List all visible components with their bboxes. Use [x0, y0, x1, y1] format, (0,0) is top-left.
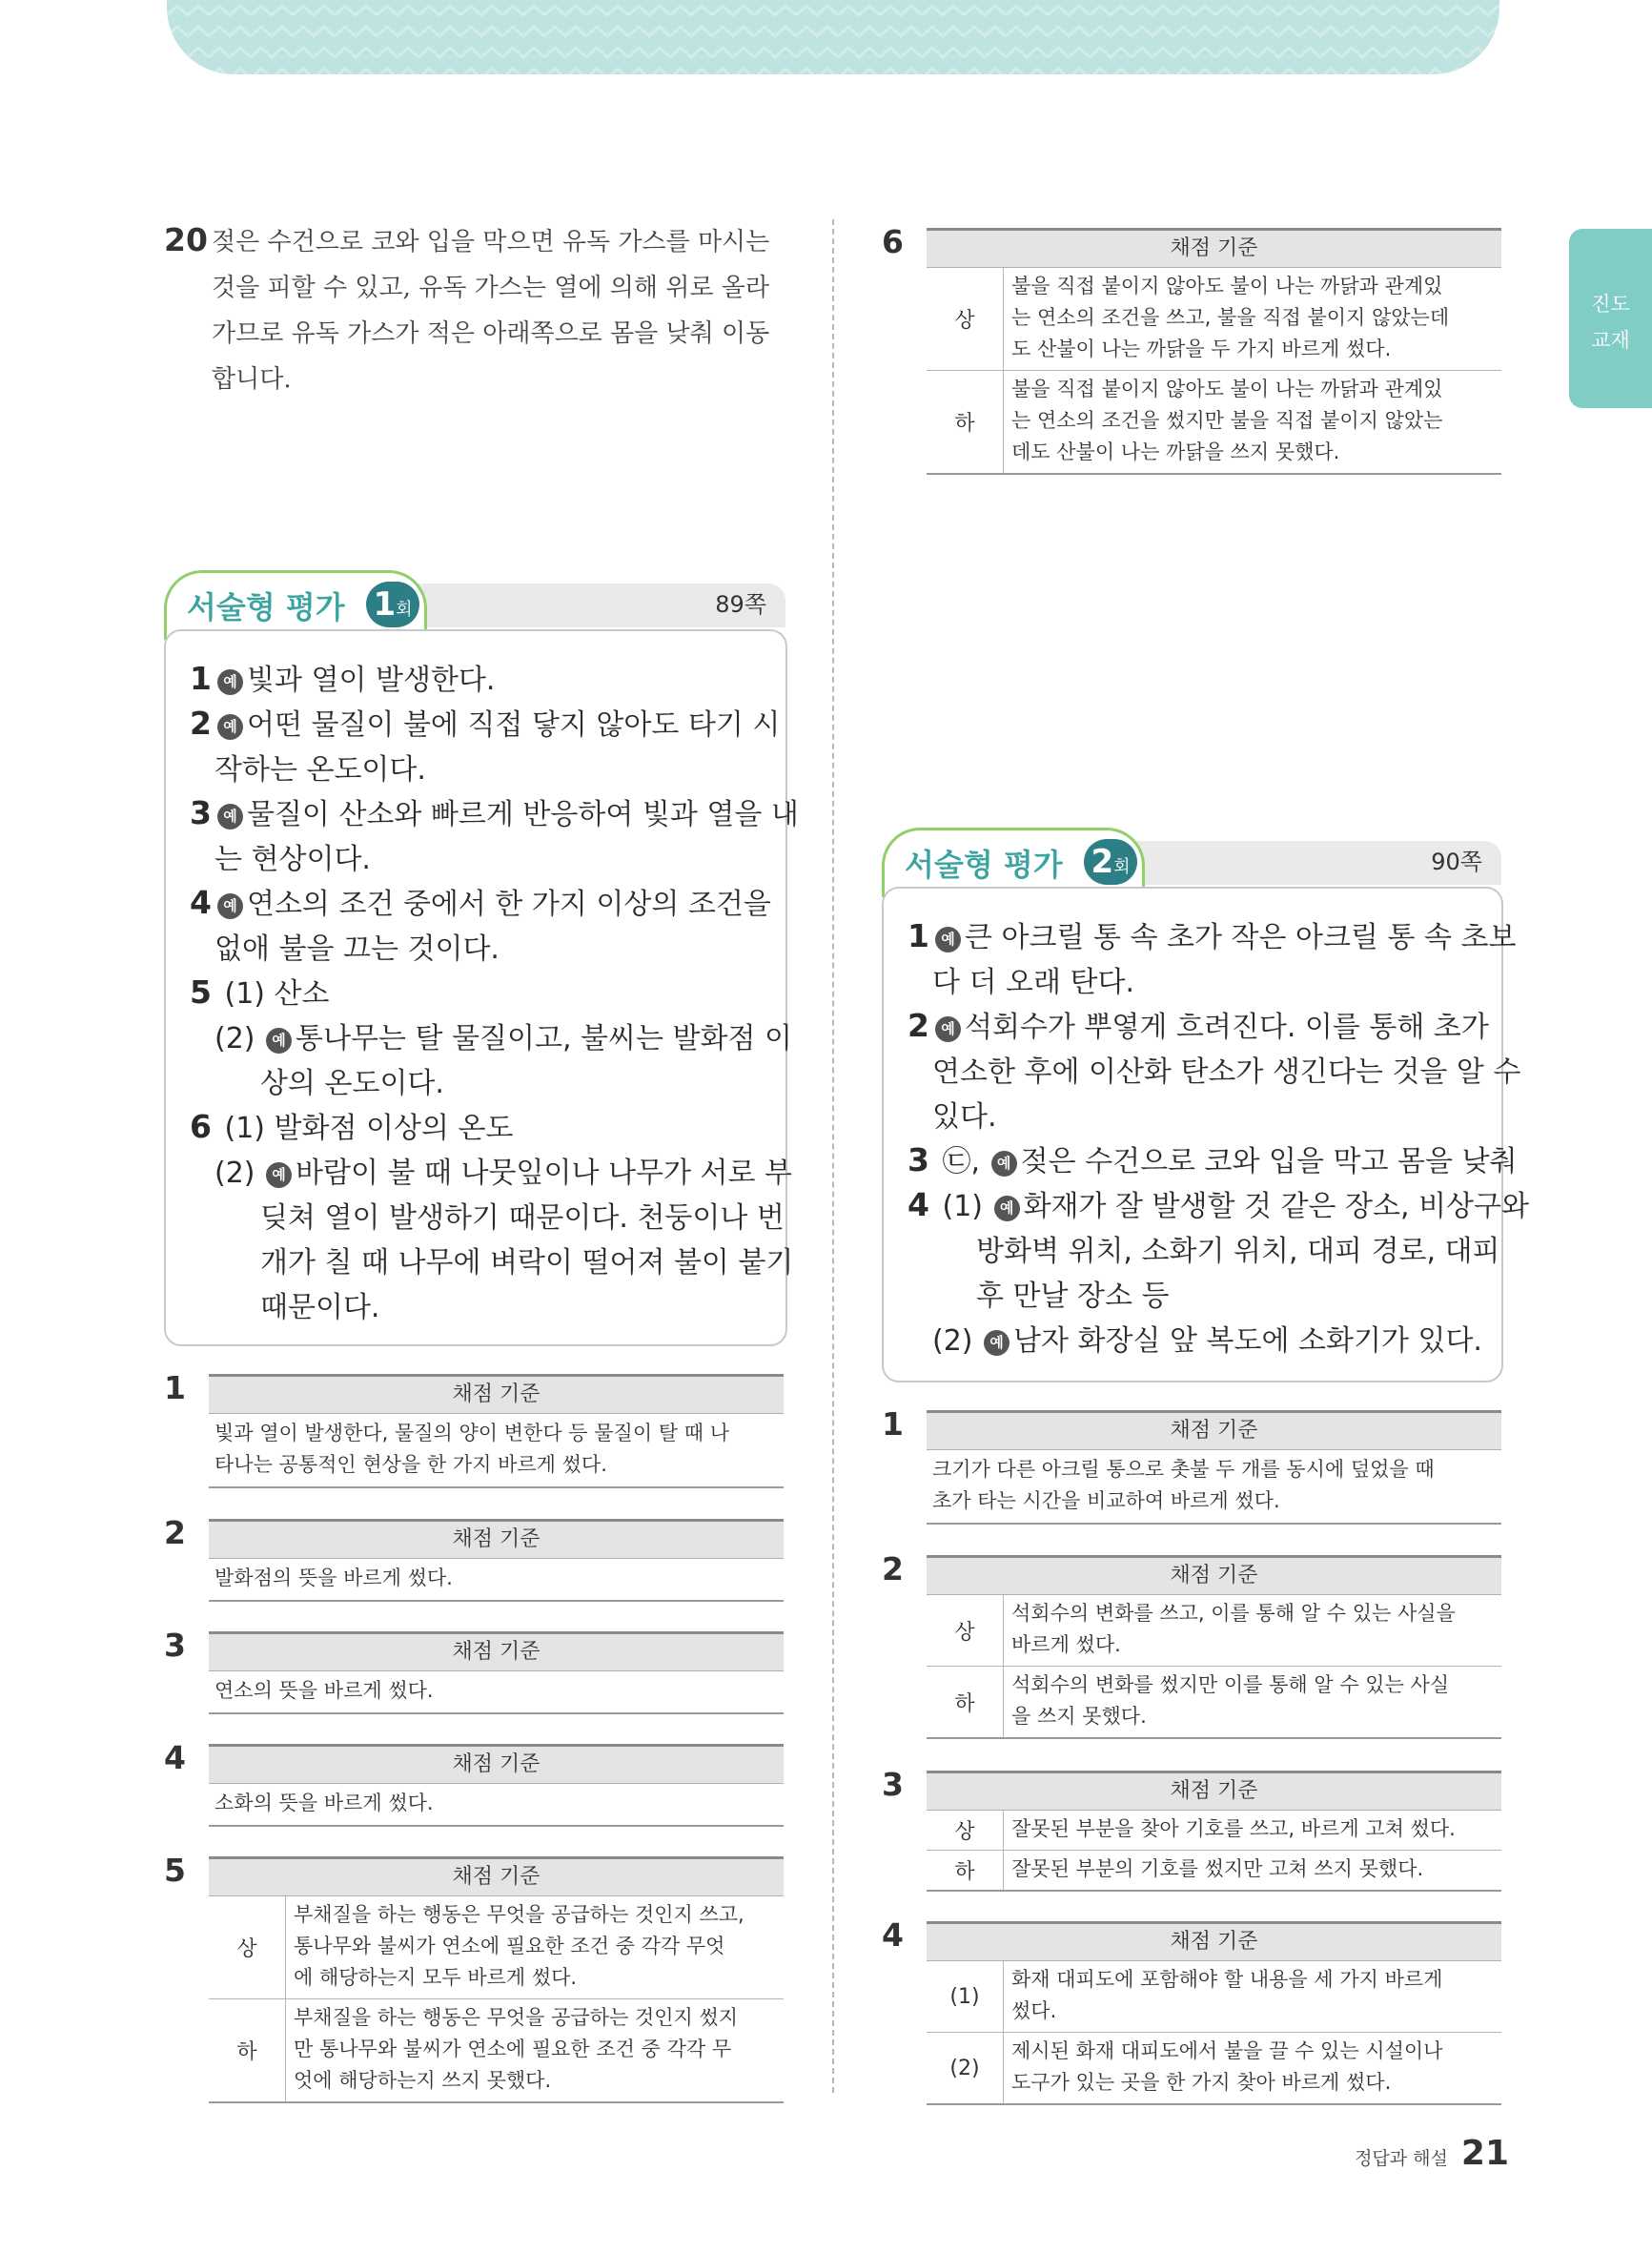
- criteria-row-high: 상 불을 직접 붙이지 않아도 불이 나는 까닭과 관계있 는 연소의 조건을 쓰고, 불을 직접 붙이지 않았는데 도 산불이 나는 까닭을 두 가지 바르게 썼다.: [927, 268, 1501, 371]
- criteria-row-low: 하 부채질을 하는 행동은 무엇을 공급하는 것인지 썼지 만 통나무와 불씨가 연소에 필요한 조건 중 각각 무 엇에 해당하는지 쓰지 못했다.: [209, 1999, 784, 2103]
- criteria-table-r3: [927, 1771, 1501, 1892]
- eval1-title: 서술형 평가: [187, 589, 345, 625]
- criteria-6-number: 6: [882, 223, 904, 260]
- q20-line: 합니다.: [212, 365, 292, 394]
- criteria-row-low: 하 석회수의 변화를 썼지만 이를 통해 알 수 있는 사실 을 쓰지 못했다.: [927, 1667, 1501, 1739]
- criteria-r2-number: 2: [882, 1550, 904, 1587]
- eval2-answer-4-cont: 방화벽 위치, 소화기 위치, 대피 경로, 대피: [976, 1235, 1500, 1268]
- criteria-body: 크기가 다른 아크릴 통으로 촛불 두 개를 동시에 덮었을 때 초가 타는 시간을 비교하여 바르게 썼다.: [927, 1450, 1501, 1525]
- eval2-title: 서술형 평가: [905, 847, 1063, 883]
- criteria-table-r2: [927, 1555, 1501, 1739]
- example-mark-icon: 예: [991, 1151, 1017, 1177]
- eval1-answer-5-2-cont: 상의 온도이다.: [260, 1067, 444, 1100]
- eval2-answer-4-2: (2) 예 남자 화장실 앞 복도에 소화기가 있다.: [932, 1324, 1482, 1358]
- level-label: 상: [927, 1811, 1004, 1850]
- zigzag-pattern: [167, 0, 1499, 74]
- q20-line: 것을 피할 수 있고, 유독 가스는 열에 의해 위로 올라: [212, 274, 769, 302]
- eval2-answer-2: 2 예 석회수가 뿌옇게 흐려진다. 이를 통해 초가: [908, 1007, 1489, 1044]
- example-mark-icon: 예: [217, 669, 243, 695]
- eval1-answer-6-2: (2) 예 바람이 불 때 나뭇잎이나 나무가 서로 부: [214, 1157, 792, 1190]
- eval2-answer-4-cont: 후 만날 장소 등: [976, 1280, 1170, 1313]
- criteria-5-number: 5: [164, 1852, 186, 1889]
- example-mark-icon: 예: [266, 1162, 292, 1188]
- eval1-answer-3: 3 예 물질이 산소와 빠르게 반응하여 빛과 열을 내: [190, 794, 799, 831]
- eval1-answer-2-cont: 작하는 온도이다.: [214, 753, 426, 787]
- eval2-page-ref: 90쪽: [1431, 849, 1482, 875]
- criteria-r1-number: 1: [882, 1405, 904, 1443]
- criteria-1-number: 1: [164, 1369, 186, 1406]
- criteria-3-number: 3: [164, 1627, 186, 1664]
- criteria-2-number: 2: [164, 1514, 186, 1551]
- criteria-row-part-1: (1) 화재 대피도에 포함해야 할 내용을 세 가지 바르게 썼다.: [927, 1961, 1501, 2033]
- eval1-page-ref: 89쪽: [715, 591, 766, 618]
- level-label: 상: [209, 1896, 286, 1998]
- level-label: 상: [927, 1595, 1004, 1666]
- page-footer: [1355, 2134, 1509, 2173]
- criteria-r3-number: 3: [882, 1766, 904, 1803]
- criteria-row-low: 하 불을 직접 붙이지 않아도 불이 나는 까닭과 관계있 는 연소의 조건을 썼지만 불을 직접 붙이지 않았는 데도 산불이 나는 까닭을 쓰지 못했다.: [927, 371, 1501, 475]
- eval1-answer-6-2-cont: 때문이다.: [260, 1291, 380, 1324]
- eval1-answer-4-cont: 없애 불을 끄는 것이다.: [214, 932, 500, 966]
- criteria-header: 채점 기준: [927, 1410, 1501, 1450]
- eval1-answer-3-cont: 는 현상이다.: [214, 843, 371, 876]
- part-label: (1): [927, 1961, 1004, 2032]
- eval1-round-badge: 1회: [366, 582, 419, 627]
- eval1-answer-5-2: (2) 예 통나무는 탈 물질이고, 불씨는 발화점 이: [214, 1022, 792, 1055]
- criteria-header: 채점 기준: [927, 228, 1501, 268]
- level-label: 상: [927, 268, 1004, 370]
- criteria-table-1: [209, 1374, 784, 1488]
- criteria-header: 채점 기준: [927, 1555, 1501, 1595]
- criteria-table-5: [209, 1856, 784, 2103]
- side-tab-line-1: 진도: [1591, 293, 1630, 316]
- question-20-text: [212, 219, 784, 402]
- level-label: 하: [927, 1667, 1004, 1737]
- criteria-table-r4: [927, 1921, 1501, 2105]
- criteria-row-high: 상 부채질을 하는 행동은 무엇을 공급하는 것인지 쓰고, 통나무와 불씨가 연소에 필요한 조건 중 각각 무엇 에 해당하는지 모두 바르게 썼다.: [209, 1896, 784, 1999]
- side-tab-line-2: 교재: [1591, 329, 1630, 352]
- criteria-body: 연소의 뜻을 바르게 썼다.: [209, 1671, 784, 1714]
- top-decorative-band: [167, 0, 1499, 74]
- example-mark-icon: 예: [935, 927, 961, 952]
- criteria-body: 소화의 뜻을 바르게 썼다.: [209, 1784, 784, 1827]
- criteria-header: 채점 기준: [927, 1921, 1501, 1961]
- column-divider: [832, 219, 834, 2093]
- criteria-table-3: [209, 1631, 784, 1714]
- criteria-table-2: [209, 1519, 784, 1602]
- criteria-header: 채점 기준: [927, 1771, 1501, 1811]
- eval1-answer-6: 6 (1) 발화점 이상의 온도: [190, 1108, 514, 1145]
- eval2-round-badge: 2회: [1084, 839, 1137, 885]
- example-mark-icon: 예: [984, 1330, 1010, 1356]
- criteria-table-4: [209, 1744, 784, 1827]
- criteria-4-number: 4: [164, 1739, 186, 1776]
- criteria-row-high: 상 석회수의 변화를 쓰고, 이를 통해 알 수 있는 사실을 바르게 썼다.: [927, 1595, 1501, 1667]
- criteria-header: 채점 기준: [209, 1744, 784, 1784]
- example-mark-icon: 예: [266, 1028, 292, 1054]
- criteria-r4-number: 4: [882, 1916, 904, 1954]
- eval2-header: [882, 833, 1501, 887]
- level-label: 하: [209, 1999, 286, 2101]
- eval2-answer-3: 3 ㉢, 예 젖은 수건으로 코와 입을 막고 몸을 낮춰: [908, 1141, 1518, 1178]
- criteria-body: 빛과 열이 발생한다, 물질의 양이 변한다 등 물질이 탈 때 나 타나는 공통적인 현상을 한 가지 바르게 썼다.: [209, 1414, 784, 1488]
- example-mark-icon: 예: [994, 1196, 1020, 1221]
- criteria-body: 발화점의 뜻을 바르게 썼다.: [209, 1559, 784, 1602]
- level-label: 하: [927, 371, 1004, 473]
- criteria-row-high: 상 잘못된 부분을 찾아 기호를 쓰고, 바르게 고쳐 썼다.: [927, 1811, 1501, 1851]
- level-label: 하: [927, 1851, 1004, 1890]
- eval2-answer-1: 1 예 큰 아크릴 통 속 초가 작은 아크릴 통 속 초보: [908, 917, 1517, 954]
- example-mark-icon: 예: [935, 1016, 961, 1042]
- example-mark-icon: 예: [217, 714, 243, 740]
- eval1-answer-6-2-cont: 개가 칠 때 나무에 벼락이 떨어져 불이 붙기: [260, 1246, 794, 1280]
- eval2-answer-4: 4 (1) 예 화재가 잘 발생할 것 같은 장소, 비상구와: [908, 1186, 1529, 1223]
- eval2-answer-box: [882, 887, 1529, 1383]
- example-mark-icon: 예: [217, 893, 243, 919]
- eval1-answer-6-2-cont: 딪쳐 열이 발생하기 때문이다. 천둥이나 번: [260, 1201, 785, 1235]
- question-20-number: 20: [164, 221, 208, 258]
- criteria-row-part-2: (2) 제시된 화재 대피도에서 불을 끌 수 있는 시설이나 도구가 있는 곳을 한 가지 찾아 바르게 썼다.: [927, 2033, 1501, 2105]
- part-label: (2): [927, 2033, 1004, 2103]
- eval1-answer-1: 1 예 빛과 열이 발생한다.: [190, 660, 496, 697]
- page-number: 21: [1460, 2134, 1509, 2173]
- q20-line: 가므로 유독 가스가 적은 아래쪽으로 몸을 낮춰 이동: [212, 319, 770, 348]
- criteria-row-low: 하 잘못된 부분의 기호를 썼지만 고쳐 쓰지 못했다.: [927, 1851, 1501, 1892]
- criteria-header: 채점 기준: [209, 1374, 784, 1414]
- eval2-answer-1-cont: 다 더 오래 탄다.: [932, 966, 1135, 999]
- example-mark-icon: 예: [217, 804, 243, 830]
- criteria-header: 채점 기준: [209, 1519, 784, 1559]
- criteria-header: 채점 기준: [209, 1631, 784, 1671]
- eval1-header: [164, 576, 785, 629]
- criteria-header: 채점 기준: [209, 1856, 784, 1896]
- criteria-table-r1: [927, 1410, 1501, 1525]
- eval2-answer-2-cont: 있다.: [932, 1100, 997, 1134]
- side-tab[interactable]: [1569, 229, 1652, 408]
- criteria-table-6: [927, 228, 1501, 475]
- footer-label: 정답과 해설: [1355, 2148, 1448, 2169]
- eval1-answer-4: 4 예 연소의 조건 중에서 한 가지 이상의 조건을: [190, 884, 771, 921]
- q20-line: 젖은 수건으로 코와 입을 막으면 유독 가스를 마시는: [212, 228, 770, 256]
- eval1-answer-2: 2 예 어떤 물질이 불에 직접 닿지 않아도 타기 시: [190, 705, 781, 742]
- eval1-answer-box: [164, 629, 799, 1346]
- eval1-answer-5: 5 (1) 산소: [190, 973, 330, 1011]
- eval2-answer-2-cont: 연소한 후에 이산화 탄소가 생긴다는 것을 알 수: [932, 1055, 1521, 1089]
